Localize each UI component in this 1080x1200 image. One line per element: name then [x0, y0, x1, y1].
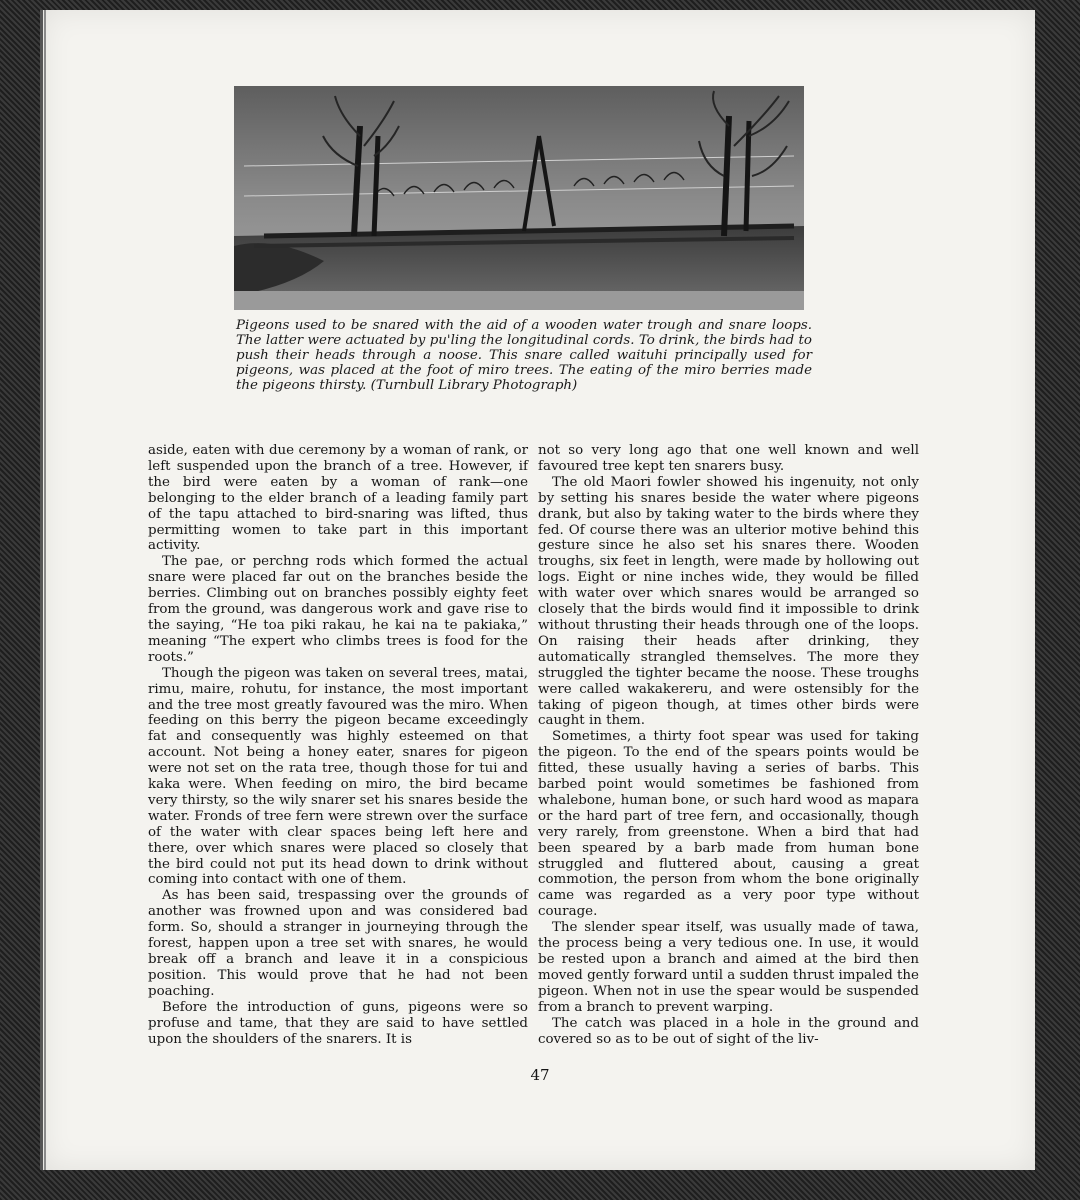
left-column: [148, 443, 528, 1047]
page-binding: [44, 10, 68, 1170]
photo-illustration: [234, 86, 804, 310]
right-column: [538, 443, 919, 1047]
photo-caption: Pigeons used to be snared with the aid of a wooden water trough and snare loops. The latter were actuated by pu'ling the longitudinal cords. To drink, the birds had to push their heads through a noose. This snare called waituhi principally used for pigeons, was placed at the foot of miro trees. The eating of the miro berries made the pigeons thirsty. (Turnbull Library Photograph): [236, 318, 812, 393]
paragraph: Before the introduction of guns, pigeons were so profuse and tame, that they are said to have settled upon the shoulders of the snarers. It is: [148, 999, 528, 1047]
paragraph: not so very long ago that one well known and well favoured tree kept ten snarers busy.: [538, 443, 919, 474]
paragraph: Sometimes, a thirty foot spear was used for taking the pigeon. To the end of the spears points would be fitted, these usually having a series of barbs. This barbed point would sometimes be fashioned from whalebone, human bone, or such hard wood as mapara or the hard part of tree fern, and occasionally, though very rarely, from greenstone. When a bird that had been speared by a barb made from human bone struggled and fluttered about, causing a great commotion, the person from whom the bone originally came was regarded as a very poor type without courage.: [538, 729, 919, 920]
paragraph: The catch was placed in a hole in the ground and covered so as to be out of sight of the liv-: [538, 1015, 919, 1047]
trough-snare-photo: [234, 86, 804, 310]
paragraph: The old Maori fowler showed his ingenuity, not only by setting his snares beside the water where pigeons drank, but also by taking water to the birds where they fed. Of course there was an ulterior motive behind this gesture since he also set his snares there. Wooden troughs, six feet in length, were made by hollowing out logs. Eight or nine inches wide, they would be filled with water over which snares would be arranged so closely that the birds would find it impossible to drink without thrusting their heads through one of the loops. On raising their heads after drinking, they automatically strangled themselves. The more they struggled the tighter became the noose. These troughs were called wakakereru, and were ostensibly for the taking of pigeon though, at times other birds were caught in them.: [538, 474, 919, 729]
paragraph: Though the pigeon was taken on several trees, matai, rimu, maire, rohutu, for instance, the most important and the tree most greatly favoured was the miro. When feeding on this berry the pigeon became exceedingly fat and consequently was highly esteemed on that account. Not being a honey eater, snares for pigeon were not set on the rata tree, though those for tui and kaka were. When feeding on miro, the bird became very thirsty, so the wily snarer set his snares beside the water. Fronds of tree fern were strewn over the surface of the water with clear spaces being left here and there, over which snares were placed so closely that the bird could not put its head down to drink without coming into contact with one of them.: [148, 665, 528, 888]
paragraph: The pae, or perchng rods which formed the actual snare were placed far out on the branches beside the berries. Climbing out on branches possibly eighty feet from the ground, was dangerous work and gave rise to the saying, “He toa piki rakau, he kai na te pakiaka,” meaning “The expert who climbs trees is food for the roots.”: [148, 554, 528, 665]
paragraph: The slender spear itself, was usually made of tawa, the process being a very tedious one. In use, it would be rested upon a branch and aimed at the bird then moved gently forward until a sudden thrust impaled the pigeon. When not in use the spear would be suspended from a branch to prevent warping.: [538, 920, 919, 1015]
paragraph: aside, eaten with due ceremony by a woman of rank, or left suspended upon the branch of a tree. However, if the bird were eaten by a woman of rank—one belonging to the elder branch of a leading family part of the tapu attached to bird-snaring was lifted, thus permitting women to take part in this important activity.: [148, 443, 528, 554]
paragraph: As has been said, trespassing over the grounds of another was frowned upon and was considered bad form. So, should a stranger in journeying through the forest, happen upon a tree set with snares, he would break off a branch and leave it in a conspicious position. This would prove that he had not been poaching.: [148, 888, 528, 999]
page-number: 47: [530, 1066, 550, 1084]
